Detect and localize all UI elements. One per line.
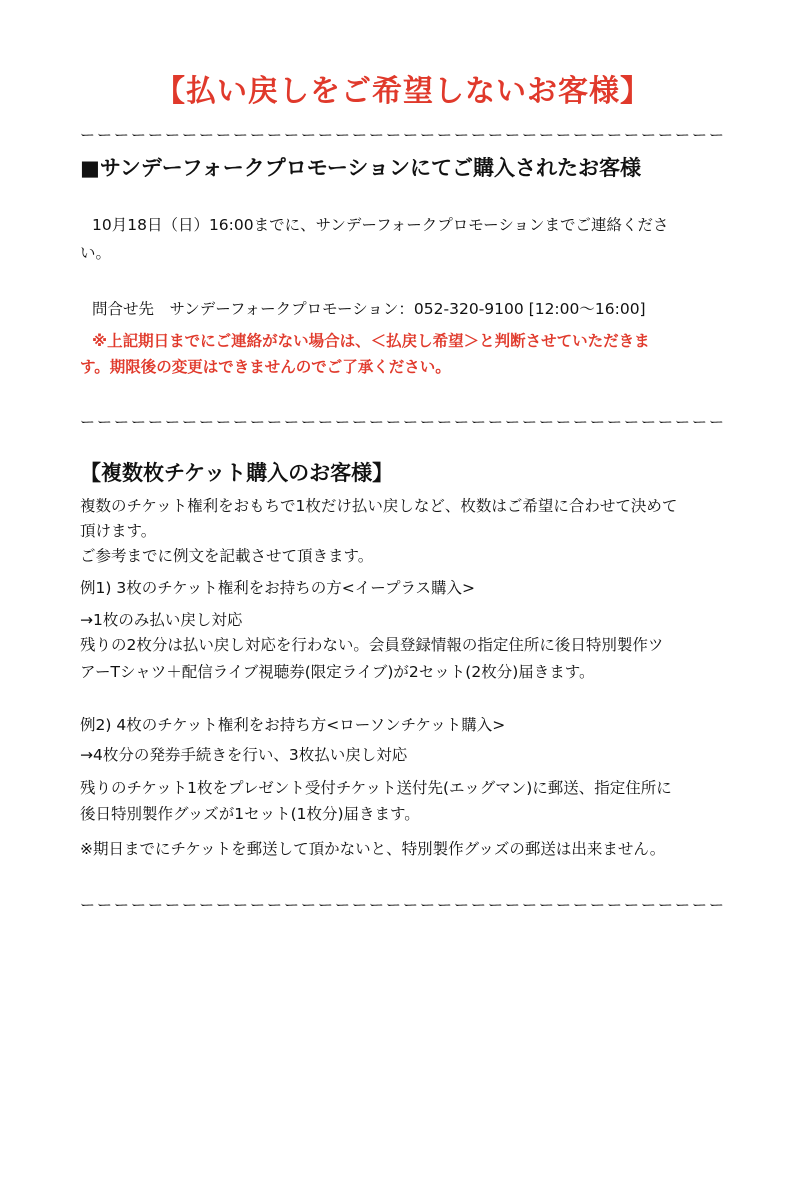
example2-line2: 残りのチケット1枚をプレゼント受付チケット送付先(エッグマン)に郵送、指定住所に (80, 779, 672, 797)
example1-line2: 残りの2枚分は払い戻し対応を行わない。会員登録情報の指定住所に後日特別製作ツ (80, 636, 664, 654)
section1-deadline-line1: 10月18日（日）16:00までに、サンデーフォークプロモーションまでご連絡くださ (92, 216, 669, 234)
example2-line1: →4枚分の発券手続きを行い、3枚払い戻し対応 (80, 746, 408, 764)
divider-middle: ーーーーーーーーーーーーーーーーーーーーーーーーーーーーーーーーーーーーーー (80, 413, 727, 431)
page-title: 【払い戻しをご希望しないお客様】 (155, 74, 651, 109)
section1-warning-line2: す。期限後の変更はできませんのでご了承ください。 (80, 358, 451, 376)
section1-heading: ■サンデーフォークプロモーションにてご購入されたお客様 (80, 156, 642, 180)
section2-intro-line1: 複数のチケット権利をおもちで1枚だけ払い戻しなど、枚数はご希望に合わせて決めて (80, 497, 678, 515)
divider-top: ーーーーーーーーーーーーーーーーーーーーーーーーーーーーーーーーーーーーーー (80, 126, 727, 144)
example1-title: 例1) 3枚のチケット権利をお持ちの方<イープラス購入> (80, 579, 476, 597)
example2-line3: 後日特別製作グッズが1セット(1枚分)届きます。 (80, 805, 420, 823)
section1-deadline-line2: い。 (80, 244, 112, 262)
section1-warning-line1: ※上記期日までにご連絡がない場合は、＜払戻し希望＞と判断させていただきま (92, 332, 650, 350)
example2-title: 例2) 4枚のチケット権利をお持ち方<ローソンチケット購入> (80, 716, 506, 734)
divider-bottom: ーーーーーーーーーーーーーーーーーーーーーーーーーーーーーーーーーーーーーー (80, 896, 727, 914)
section2-note: ※期日までにチケットを郵送して頂かないと、特別製作グッズの郵送は出来ません。 (80, 840, 666, 858)
section2-intro-line2: 頂けます。 (80, 522, 157, 540)
section2-heading: 【複数枚チケット購入のお客様】 (80, 461, 394, 485)
section1-contact: 問合せ先 サンデーフォークプロモーション：052-320-9100 [12:00〜16:00] (92, 300, 646, 318)
example1-line1: →1枚のみ払い戻し対応 (80, 611, 243, 629)
section2-intro-line3: ご参考までに例文を記載させて頂きます。 (80, 547, 374, 565)
example1-line3: アーTシャツ＋配信ライブ視聴券(限定ライブ)が2セット(2枚分)届きます。 (80, 663, 595, 681)
